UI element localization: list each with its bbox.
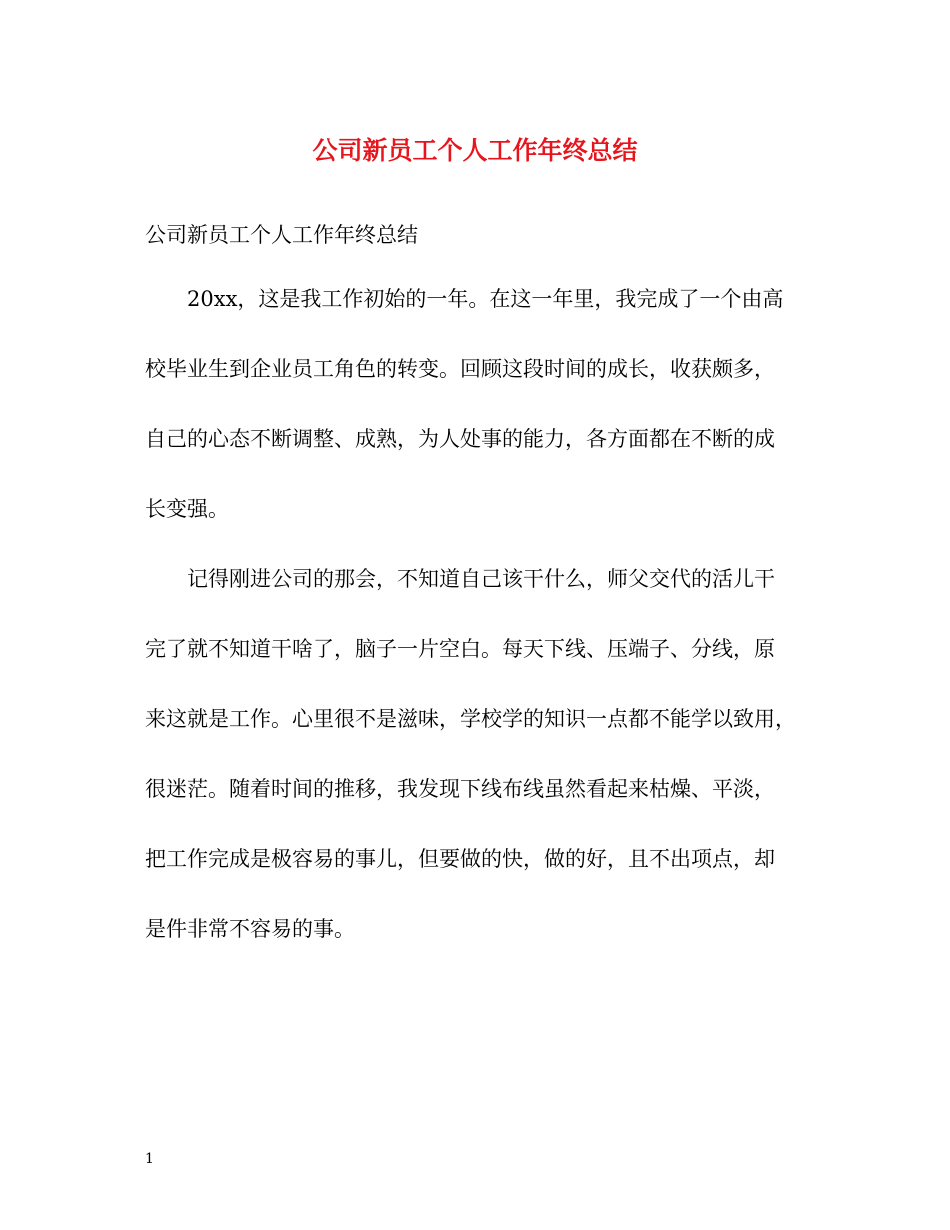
paragraph-line: 完了就不知道干啥了，脑子一片空白。每天下线、压端子、分线，原 [145,637,775,661]
paragraph-line: 自己的心态不断调整、成熟，为人处事的能力，各方面都在不断的成 [145,427,775,451]
paragraph-line: 很迷茫。随着时间的推移，我发现下线布线虽然看起来枯燥、平淡， [145,777,775,801]
paragraph-line: 长变强。 [145,497,229,521]
paragraph-2 [145,561,815,947]
document-title: 公司新员工个人工作年终总结 [312,136,638,165]
paragraph-line: 来这就是工作。心里很不是滋味，学校学的知识一点都不能学以致用， [145,707,796,731]
page-number: 1 [145,1151,154,1167]
document-subtitle: 公司新员工个人工作年终总结 [145,223,418,247]
paragraph-line: 校毕业生到企业员工角色的转变。回顾这段时间的成长，收获颇多， [145,357,775,381]
paragraph-line: 20xx，这是我工作初始的一年。在这一年里，我完成了一个由高 [187,287,784,311]
paragraph-line: 是件非常不容易的事。 [145,917,355,941]
paragraph-line: 把工作完成是极容易的事儿，但要做的快，做的好，且不出项点，却 [145,847,775,871]
paragraph-1 [145,281,815,527]
paragraph-line: 记得刚进公司的那会，不知道自己该干什么，师父交代的活儿干 [187,567,775,591]
